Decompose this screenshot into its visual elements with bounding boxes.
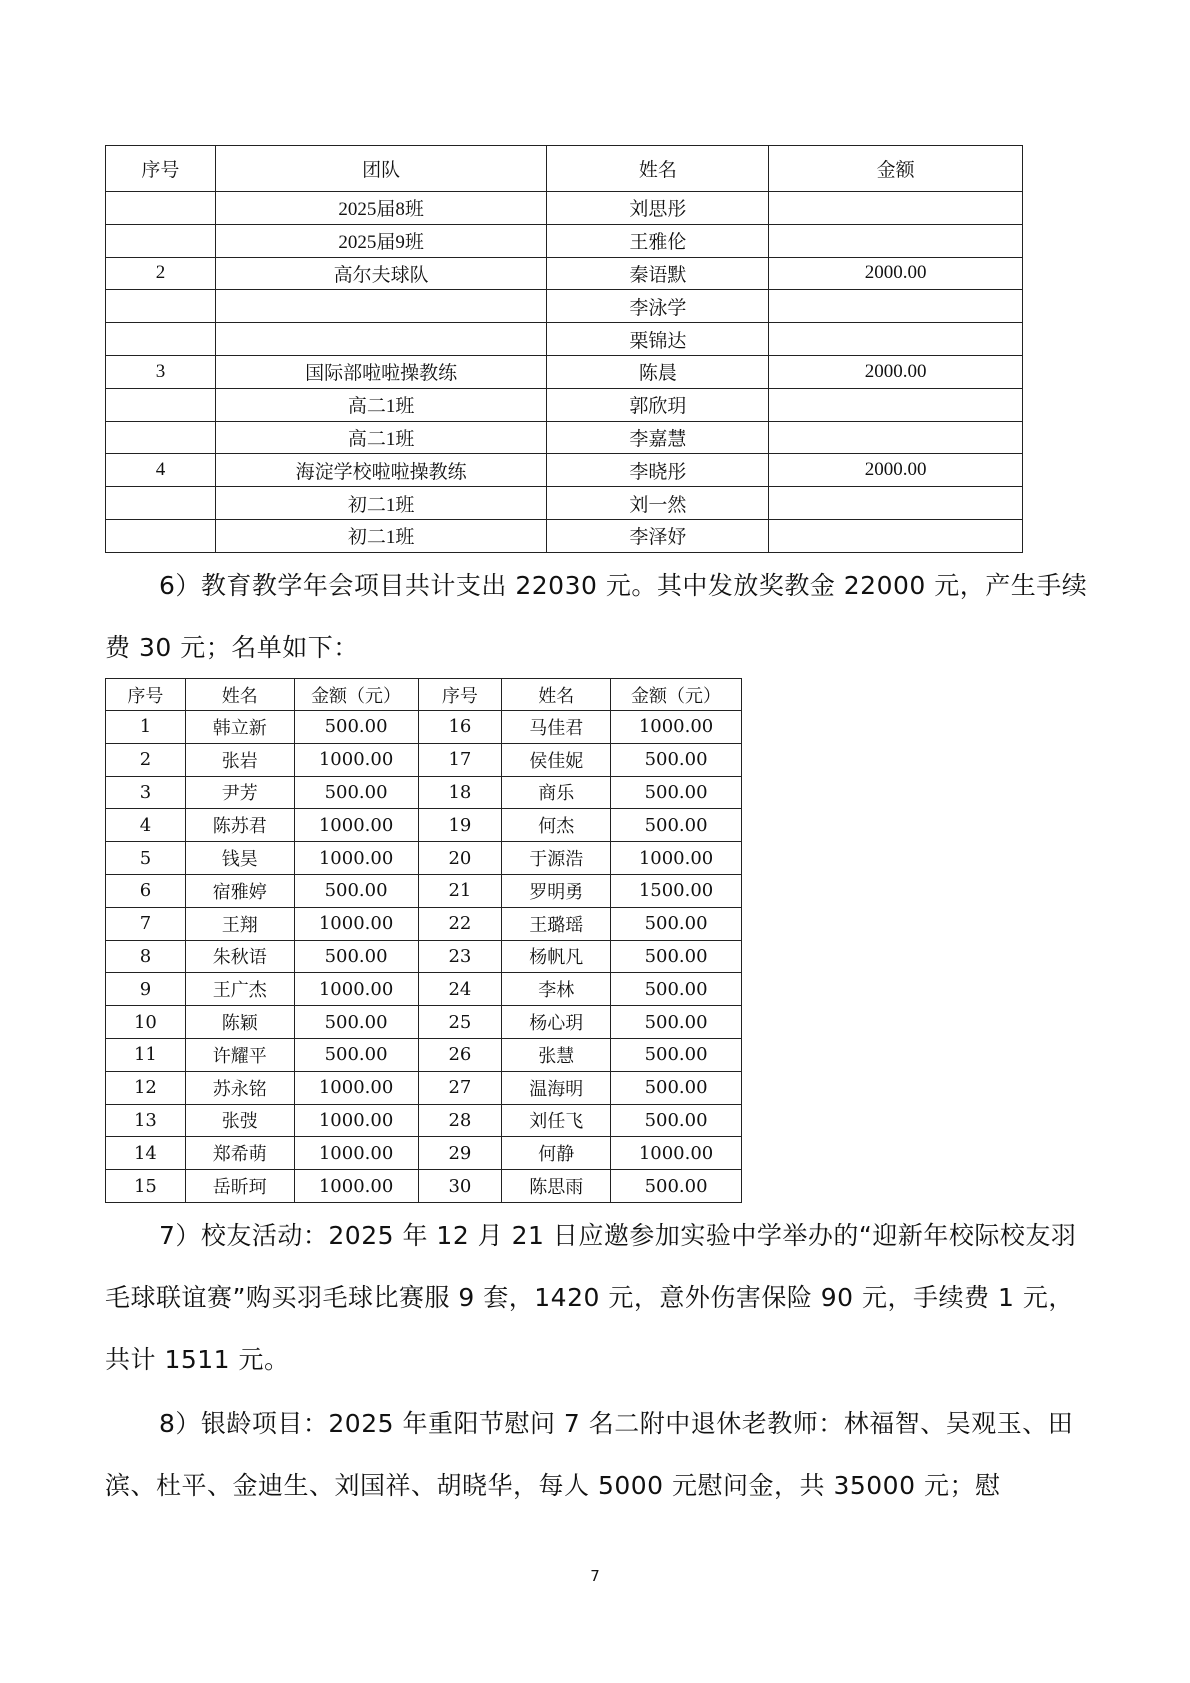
header-no: 序号 (106, 146, 216, 192)
header-team: 团队 (215, 146, 547, 192)
header-name-right: 姓名 (502, 679, 611, 711)
cell-no: 9 (106, 973, 186, 1006)
cell-no: 11 (106, 1038, 186, 1071)
cell-amount (769, 421, 1023, 454)
cell-no: 19 (418, 809, 502, 842)
cell-team: 高尔夫球队 (215, 257, 547, 290)
table-row (106, 388, 1023, 421)
paragraph-7: 7）校友活动：2025 年 12 月 21 日应邀参加实验中学举办的“迎新年校际校友羽毛球联谊赛”购买羽毛球比赛服 9 套，1420 元，意外伤害保险 90 元，手续费 1 元，共计 1511 元。 (105, 1221, 1077, 1374)
cell-amount: 500.00 (611, 973, 742, 1006)
header-amount-right: 金额（元） (611, 679, 742, 711)
cell-amount: 1500.00 (611, 874, 742, 907)
cell-amount (769, 487, 1023, 520)
cell-no: 21 (418, 874, 502, 907)
cell-no: 3 (106, 355, 216, 388)
header-amount-left: 金额（元） (294, 679, 418, 711)
cell-name: 郭欣玥 (547, 388, 769, 421)
page-number: 7 (590, 1567, 600, 1585)
cell-no (106, 290, 216, 323)
table-header-row (106, 679, 742, 711)
cell-name: 许耀平 (185, 1038, 294, 1071)
table-row (106, 743, 742, 776)
cell-name: 王翔 (185, 907, 294, 940)
cell-amount: 1000.00 (611, 711, 742, 744)
cell-team: 高二1班 (215, 421, 547, 454)
cell-name: 陈颖 (185, 1006, 294, 1039)
table-header-row (106, 146, 1023, 192)
cell-no: 2 (106, 257, 216, 290)
cell-name: 杨心玥 (502, 1006, 611, 1039)
cell-name: 王雅伦 (547, 224, 769, 257)
cell-no: 3 (106, 776, 186, 809)
cell-team: 国际部啦啦操教练 (215, 355, 547, 388)
cell-name: 陈晨 (547, 355, 769, 388)
cell-name: 陈苏君 (185, 809, 294, 842)
cell-amount: 1000.00 (294, 907, 418, 940)
cell-amount: 500.00 (611, 1071, 742, 1104)
header-no-left: 序号 (106, 679, 186, 711)
cell-no: 12 (106, 1071, 186, 1104)
table-row (106, 1104, 742, 1137)
cell-no (106, 487, 216, 520)
table-row (106, 809, 742, 842)
cell-no: 22 (418, 907, 502, 940)
table-row (106, 454, 1023, 487)
cell-amount: 1000.00 (611, 842, 742, 875)
paragraph-6: 6）教育教学年会项目共计支出 22030 元。其中发放奖教金 22000 元，产生手续费 30 元；名单如下： (105, 571, 1088, 662)
cell-no: 23 (418, 940, 502, 973)
cell-name: 张岩 (185, 743, 294, 776)
teaching-award-table (105, 678, 742, 1203)
table-row (106, 973, 742, 1006)
table-row (106, 323, 1023, 356)
cell-name: 何静 (502, 1137, 611, 1170)
cell-no: 13 (106, 1104, 186, 1137)
cell-no (106, 388, 216, 421)
cell-amount: 500.00 (294, 1038, 418, 1071)
header-amount: 金额 (769, 146, 1023, 192)
cell-amount: 1000.00 (294, 1170, 418, 1203)
table-row (106, 519, 1023, 552)
cell-name: 岳昕珂 (185, 1170, 294, 1203)
cell-amount (769, 323, 1023, 356)
cell-name: 杨帆凡 (502, 940, 611, 973)
cell-no (106, 421, 216, 454)
table-row (106, 874, 742, 907)
table-row (106, 257, 1023, 290)
cell-no: 29 (418, 1137, 502, 1170)
cell-name: 刘任飞 (502, 1104, 611, 1137)
cell-name: 马佳君 (502, 711, 611, 744)
cell-no: 6 (106, 874, 186, 907)
cell-team: 海淀学校啦啦操教练 (215, 454, 547, 487)
cell-amount: 500.00 (611, 907, 742, 940)
cell-amount: 500.00 (611, 1170, 742, 1203)
cell-amount: 2000.00 (769, 355, 1023, 388)
cell-no: 28 (418, 1104, 502, 1137)
table-row (106, 711, 742, 744)
table-row (106, 487, 1023, 520)
cell-team: 高二1班 (215, 388, 547, 421)
cell-no (106, 224, 216, 257)
cell-no: 16 (418, 711, 502, 744)
cell-name: 李嘉慧 (547, 421, 769, 454)
cell-no: 26 (418, 1038, 502, 1071)
cell-name: 刘思彤 (547, 192, 769, 225)
cell-amount: 500.00 (611, 940, 742, 973)
cell-no: 30 (418, 1170, 502, 1203)
cell-no: 20 (418, 842, 502, 875)
cell-amount: 1000.00 (294, 973, 418, 1006)
cell-amount (769, 192, 1023, 225)
cell-amount: 1000.00 (294, 809, 418, 842)
cell-name: 朱秋语 (185, 940, 294, 973)
table-row (106, 842, 742, 875)
cell-amount: 500.00 (294, 874, 418, 907)
cell-amount: 500.00 (294, 776, 418, 809)
cell-name: 苏永铭 (185, 1071, 294, 1104)
cell-name: 李晓彤 (547, 454, 769, 487)
cell-name: 栗锦达 (547, 323, 769, 356)
cell-no: 8 (106, 940, 186, 973)
cell-no: 14 (106, 1137, 186, 1170)
cell-no: 4 (106, 809, 186, 842)
cell-no (106, 323, 216, 356)
cell-amount: 500.00 (611, 1038, 742, 1071)
cell-amount: 2000.00 (769, 257, 1023, 290)
cell-team: 初二1班 (215, 519, 547, 552)
cell-amount: 2000.00 (769, 454, 1023, 487)
table-row (106, 224, 1023, 257)
cell-no (106, 192, 216, 225)
cell-amount: 500.00 (611, 776, 742, 809)
cell-name: 韩立新 (185, 711, 294, 744)
cell-name: 钱昊 (185, 842, 294, 875)
cell-name: 李林 (502, 973, 611, 1006)
cell-no: 7 (106, 907, 186, 940)
cell-name: 郑希萌 (185, 1137, 294, 1170)
table-row (106, 776, 742, 809)
cell-name: 王广杰 (185, 973, 294, 1006)
table-row (106, 192, 1023, 225)
table-row (106, 907, 742, 940)
cell-team: 初二1班 (215, 487, 547, 520)
cell-name: 陈思雨 (502, 1170, 611, 1203)
cell-name: 于源浩 (502, 842, 611, 875)
header-name: 姓名 (547, 146, 769, 192)
cell-name: 张弢 (185, 1104, 294, 1137)
cell-amount: 500.00 (294, 1006, 418, 1039)
cell-no: 5 (106, 842, 186, 875)
table-row (106, 1137, 742, 1170)
cell-name: 侯佳妮 (502, 743, 611, 776)
table-row (106, 1170, 742, 1203)
cell-amount: 500.00 (611, 1006, 742, 1039)
cell-amount (769, 388, 1023, 421)
cell-name: 何杰 (502, 809, 611, 842)
cell-no: 18 (418, 776, 502, 809)
table-row (106, 1006, 742, 1039)
cell-name: 刘一然 (547, 487, 769, 520)
header-no-right: 序号 (418, 679, 502, 711)
team-award-table (105, 145, 1023, 553)
table-row (106, 1038, 742, 1071)
cell-name: 秦语默 (547, 257, 769, 290)
cell-amount (769, 224, 1023, 257)
cell-name: 商乐 (502, 776, 611, 809)
table-row (106, 940, 742, 973)
cell-team: 2025届8班 (215, 192, 547, 225)
paragraph-8: 8）银龄项目：2025 年重阳节慰问 7 名二附中退休老教师：林福智、吴观玉、田滨、杜平、金迪生、刘国祥、胡晓华，每人 5000 元慰问金，共 35000 元；慰 (105, 1409, 1074, 1500)
cell-amount: 1000.00 (294, 842, 418, 875)
table-row (106, 421, 1023, 454)
cell-amount: 500.00 (294, 940, 418, 973)
cell-team (215, 323, 547, 356)
cell-name: 尹芳 (185, 776, 294, 809)
cell-no: 4 (106, 454, 216, 487)
cell-amount: 1000.00 (611, 1137, 742, 1170)
cell-name: 李泽妤 (547, 519, 769, 552)
cell-no: 2 (106, 743, 186, 776)
cell-no (106, 519, 216, 552)
cell-amount: 1000.00 (294, 1104, 418, 1137)
cell-no: 24 (418, 973, 502, 1006)
cell-amount: 500.00 (611, 809, 742, 842)
cell-name: 宿雅婷 (185, 874, 294, 907)
cell-no: 25 (418, 1006, 502, 1039)
cell-amount: 500.00 (294, 711, 418, 744)
cell-amount: 500.00 (611, 743, 742, 776)
cell-no: 27 (418, 1071, 502, 1104)
cell-amount: 500.00 (611, 1104, 742, 1137)
cell-amount: 1000.00 (294, 743, 418, 776)
cell-no: 10 (106, 1006, 186, 1039)
cell-amount (769, 290, 1023, 323)
cell-name: 王璐瑶 (502, 907, 611, 940)
table-row (106, 355, 1023, 388)
table-row (106, 290, 1023, 323)
cell-amount (769, 519, 1023, 552)
cell-amount: 1000.00 (294, 1137, 418, 1170)
cell-name: 李泳学 (547, 290, 769, 323)
cell-no: 15 (106, 1170, 186, 1203)
cell-team: 2025届9班 (215, 224, 547, 257)
cell-team (215, 290, 547, 323)
cell-no: 1 (106, 711, 186, 744)
cell-name: 温海明 (502, 1071, 611, 1104)
table-row (106, 1071, 742, 1104)
header-name-left: 姓名 (185, 679, 294, 711)
cell-name: 张慧 (502, 1038, 611, 1071)
cell-amount: 1000.00 (294, 1071, 418, 1104)
cell-name: 罗明勇 (502, 874, 611, 907)
cell-no: 17 (418, 743, 502, 776)
